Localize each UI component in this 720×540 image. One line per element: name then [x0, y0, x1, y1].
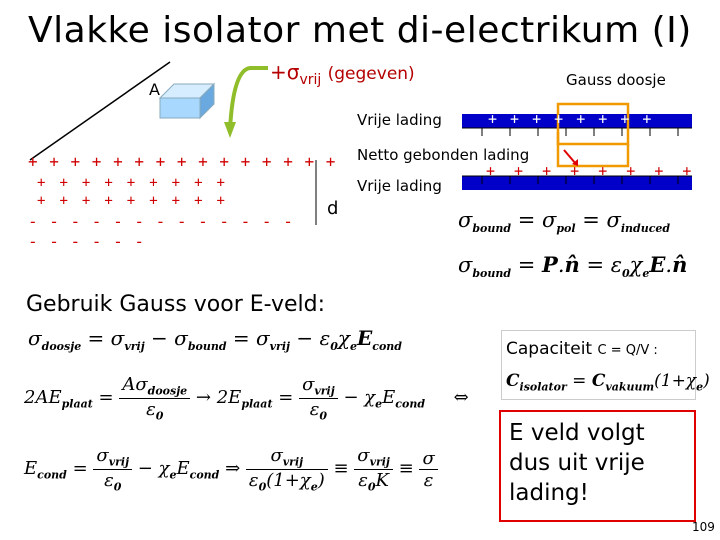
gauss-row-middle: + + + + + + + +	[486, 162, 697, 180]
gauss-box-title: Gauss doosje	[566, 71, 666, 89]
slide-title: Vlakke isolator met di-electrikum (I)	[28, 10, 692, 51]
capacity-title: Capaciteit	[506, 339, 593, 359]
dipole-plus: +	[59, 193, 68, 209]
dipole-plus: +	[194, 175, 203, 191]
dipole-plus: +	[194, 193, 203, 209]
free-charge-label-top: Vrije lading	[357, 111, 442, 129]
sigma-subscript: vrij	[299, 72, 322, 88]
bottom-plate-charges: - - - - - - - - - - - - - - - - - - -	[28, 212, 294, 251]
conclusion-line-2: dus uit vrije	[509, 450, 645, 476]
bound-eq-1: $\sigma_{bound} = \sigma_{pol} = \sigma_{induced}$	[458, 208, 671, 236]
dipole-plus: +	[81, 175, 91, 191]
gauss-eq-2: $2AE_{plaat}$ = $\frac{A\sigma_{doosje}}{\varepsilon_0}$ → $2E_{plaat}$ = $\frac{\sigma_{vrij}}{\varepsilon_0}$ − $\chi_eE_{cond}$ ⇔	[24, 374, 469, 423]
conclusion-line-1: E veld volgt	[509, 420, 645, 446]
conclusion-box	[499, 410, 696, 522]
gauss-eq-3: $E_{cond}$ = $\frac{\sigma_{vrij}}{\varepsilon_0}$ − $\chi_eE_{cond}$ ⇒ $\frac{\sigma_{vrij}}{\varepsilon_0(1+\chi_e)}$ ≡ $\frac{\sigma_{vrij}}{\varepsilon_0K}$ ≡ $\frac{\sigma}{\varepsilon}$	[24, 445, 438, 493]
sigma-symbol: +σ	[270, 60, 300, 84]
conclusion-line-3: lading!	[509, 480, 589, 506]
free-charge-label-bottom: Vrije lading	[357, 177, 442, 195]
dipole-plus: +	[81, 193, 91, 209]
net-bound-charge-label: Netto gebonden lading	[357, 146, 530, 164]
bound-eq-2: $\sigma_{bound}$ = P.n̂ = $\varepsilon_0\chi_eE.n̂$	[458, 252, 688, 281]
cube-front	[160, 98, 200, 118]
plate-edge-line	[30, 62, 170, 160]
dipole-plus: +	[216, 175, 225, 191]
capacity-box	[501, 330, 710, 400]
dipole-plus: +	[59, 175, 68, 191]
green-arrow	[230, 68, 268, 130]
dipole-plus: +	[216, 193, 225, 209]
capacity-formula: C = Q/V :	[597, 343, 658, 358]
dipole-plus: +	[126, 175, 136, 191]
area-label: A	[149, 80, 160, 99]
dipole-plus: +	[37, 193, 46, 209]
page-number: 109	[692, 520, 715, 534]
gauss-eq-1: $\sigma_{doosje} = \sigma_{vrij} - \sigma_{bound} = \sigma_{vrij} - \varepsilon_0\chi_eE_{cond}$	[28, 326, 402, 353]
section-heading: Gebruik Gauss voor E-veld:	[26, 292, 326, 317]
dipole-plus: +	[171, 193, 181, 209]
dipole-charges	[37, 175, 297, 215]
dipole-plus: +	[149, 193, 158, 209]
dipole-plus: +	[126, 193, 136, 209]
top-plate-charges: + + + + + + + + + + + + + + +	[28, 152, 337, 171]
gauss-row-top: + + + + + + + +	[488, 110, 654, 128]
capacity-relation: $C_{isolator} = C_{vakuum}(1+\chi_e)$	[506, 371, 710, 394]
thickness-label: d	[327, 198, 339, 219]
sigma-note: (gegeven)	[327, 64, 415, 84]
dipole-plus: +	[171, 175, 181, 191]
dipole-plus: +	[37, 175, 46, 191]
dipole-plus: +	[104, 175, 113, 191]
green-arrowhead	[224, 122, 236, 138]
dipole-plus: +	[104, 193, 113, 209]
dipole-plus: +	[149, 175, 158, 191]
sigma-free-label	[270, 60, 415, 88]
